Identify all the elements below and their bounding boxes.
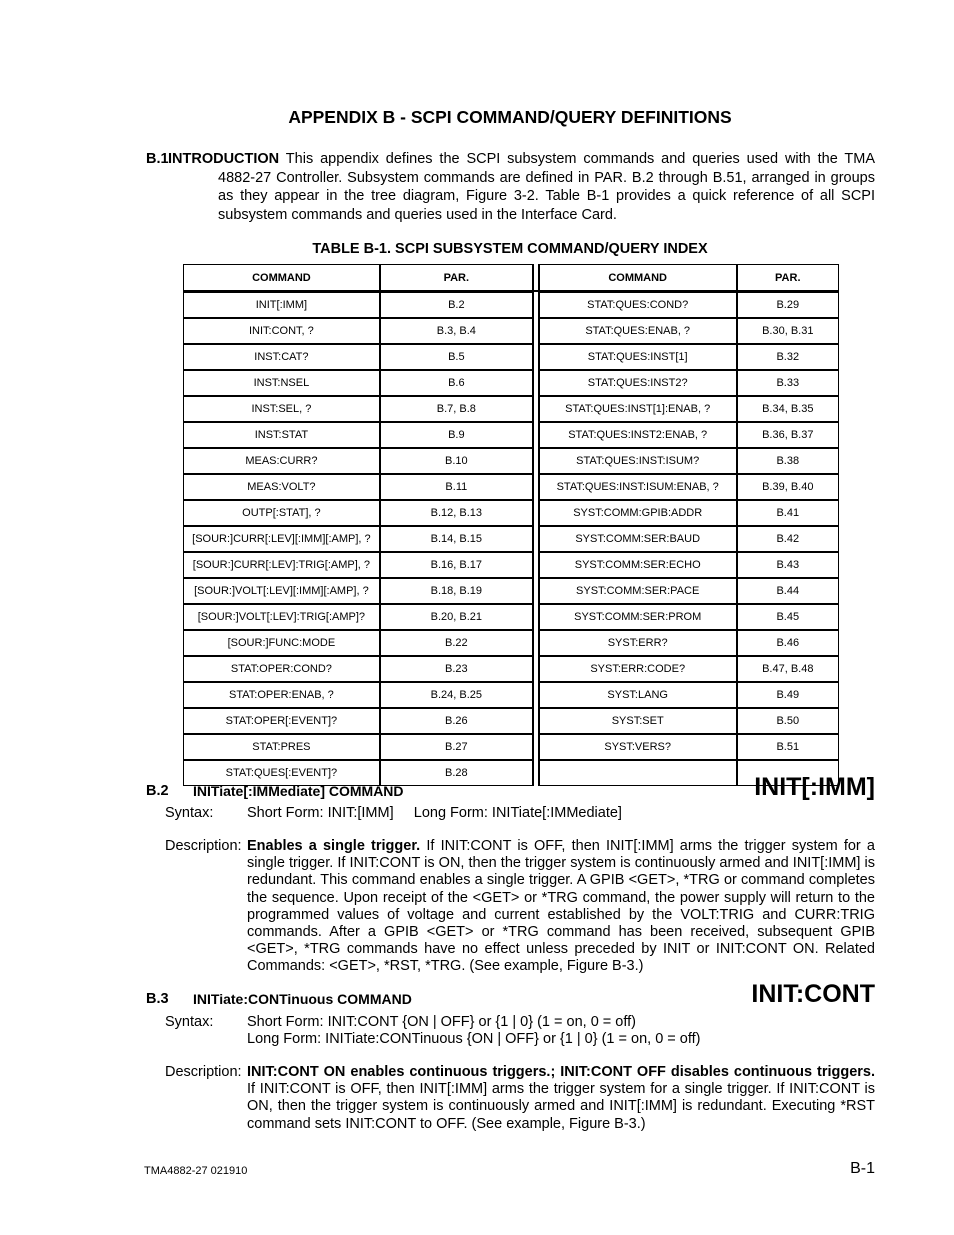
table-row [183, 552, 839, 578]
appendix-title: APPENDIX B - SCPI COMMAND/QUERY DEFINITIONS [288, 107, 732, 127]
table-row [183, 500, 839, 526]
intro-text: This appendix defines the SCPI subsystem commands and queries used with the TMA 4882-27 Controller. Subsystem commands are defined in PAR. B.2 through B.51, arranged in groups as they appear in the tree diagram, Figure 3-2. Table B-1 provides a quick reference of all SCPI subsystem commands and queries used in the Interface Card. [218, 151, 875, 223]
table-title: TABLE B-1. SCPI SUBSYSTEM COMMAND/QUERY INDEX [312, 241, 708, 257]
command-cell: INST:STAT [183, 422, 380, 448]
intro-section-number: B.1 [146, 151, 169, 167]
par-cell: B.27 [380, 734, 533, 760]
par-cell: B.6 [380, 370, 533, 396]
command-cell: INIT:CONT, ? [183, 318, 380, 344]
command-cell: STAT:QUES:INST[1]:ENAB, ? [539, 396, 737, 422]
par-cell: B.16, B.17 [380, 552, 533, 578]
b2-syntax: Short Form: INIT:[IMM] Long Form: INITiate[:IMMediate] [247, 805, 622, 821]
par-cell: B.34, B.35 [737, 396, 839, 422]
par-cell: B.47, B.48 [737, 656, 839, 682]
command-cell: STAT:QUES:INST:ISUM? [539, 448, 737, 474]
command-cell: STAT:OPER:COND? [183, 656, 380, 682]
par-cell: B.7, B.8 [380, 396, 533, 422]
command-index-table [183, 264, 839, 786]
table-row [183, 370, 839, 396]
par-cell: B.39, B.40 [737, 474, 839, 500]
command-cell: SYST:COMM:SER:PACE [539, 578, 737, 604]
command-cell: SYST:LANG [539, 682, 737, 708]
par-cell: B.51 [737, 734, 839, 760]
header-command-2: COMMAND [539, 264, 737, 292]
par-cell: B.3, B.4 [380, 318, 533, 344]
header-par-1: PAR. [380, 264, 533, 292]
par-cell: B.44 [737, 578, 839, 604]
command-cell: STAT:QUES:COND? [539, 292, 737, 318]
par-cell: B.23 [380, 656, 533, 682]
command-cell [539, 760, 737, 786]
table-row [183, 344, 839, 370]
table-row [183, 318, 839, 344]
command-cell: STAT:QUES:INST:ISUM:ENAB, ? [539, 474, 737, 500]
b3-description-label: Description: [165, 1064, 242, 1080]
par-cell: B.32 [737, 344, 839, 370]
par-cell: B.18, B.19 [380, 578, 533, 604]
par-cell: B.42 [737, 526, 839, 552]
command-cell: STAT:OPER:ENAB, ? [183, 682, 380, 708]
par-cell: B.46 [737, 630, 839, 656]
command-cell: INST:SEL, ? [183, 396, 380, 422]
par-cell: B.38 [737, 448, 839, 474]
command-cell: STAT:OPER[:EVENT]? [183, 708, 380, 734]
par-cell: B.26 [380, 708, 533, 734]
table-row [183, 526, 839, 552]
intro-paragraph [168, 150, 875, 224]
par-cell: B.11 [380, 474, 533, 500]
command-cell: INST:NSEL [183, 370, 380, 396]
par-cell: B.43 [737, 552, 839, 578]
table-row [183, 656, 839, 682]
command-cell: INIT[:IMM] [183, 292, 380, 318]
command-cell: STAT:QUES:INST[1] [539, 344, 737, 370]
command-cell: SYST:COMM:SER:PROM [539, 604, 737, 630]
b3-syntax-long: Long Form: INITiate:CONTinuous {ON | OFF} or {1 | 0} (1 = on, 0 = off) [247, 1031, 701, 1047]
b2-syntax-label: Syntax: [165, 805, 214, 821]
par-cell: B.14, B.15 [380, 526, 533, 552]
command-cell: STAT:PRES [183, 734, 380, 760]
table-row [183, 630, 839, 656]
command-cell: [SOUR:]FUNC:MODE [183, 630, 380, 656]
intro-heading: INTRODUCTION [168, 151, 280, 167]
par-cell: B.12, B.13 [380, 500, 533, 526]
table-row [183, 396, 839, 422]
b2-description [247, 838, 875, 976]
command-cell: SYST:COMM:SER:ECHO [539, 552, 737, 578]
command-cell: SYST:SET [539, 708, 737, 734]
b3-description [247, 1064, 875, 1133]
b3-description-bold: INIT:CONT ON enables continuous triggers.; INIT:CONT OFF disables continuous triggers. [247, 1064, 875, 1080]
par-cell: B.33 [737, 370, 839, 396]
par-cell: B.5 [380, 344, 533, 370]
command-cell: MEAS:CURR? [183, 448, 380, 474]
header-par-2: PAR. [737, 264, 839, 292]
command-cell: SYST:ERR:CODE? [539, 656, 737, 682]
b3-description-text: If INIT:CONT is OFF, then INIT[:IMM] arms the trigger system for a single trigger. If INIT:CONT is ON, then the trigger system is continuously armed and INIT[:IMM] is redundant. Executing *RST command sets INIT:CONT to OFF. (See example, Figure B-3.) [247, 1081, 875, 1132]
b2-description-label: Description: [165, 838, 242, 854]
header-command-1: COMMAND [183, 264, 380, 292]
table-row [183, 422, 839, 448]
b3-syntax-label: Syntax: [165, 1014, 214, 1030]
table-row [183, 734, 839, 760]
par-cell: B.2 [380, 292, 533, 318]
b2-big-label: INIT[:IMM] [754, 773, 875, 801]
par-cell: B.30, B.31 [737, 318, 839, 344]
par-cell: B.45 [737, 604, 839, 630]
command-cell: SYST:COMM:GPIB:ADDR [539, 500, 737, 526]
par-cell: B.49 [737, 682, 839, 708]
command-cell: [SOUR:]VOLT[:LEV][:IMM][:AMP], ? [183, 578, 380, 604]
b3-big-label: INIT:CONT [751, 980, 875, 1008]
command-cell: SYST:COMM:SER:BAUD [539, 526, 737, 552]
b3-heading: INITiate:CONTinuous COMMAND [193, 991, 412, 1007]
par-cell: B.9 [380, 422, 533, 448]
par-cell: B.50 [737, 708, 839, 734]
b3-section-number: B.3 [146, 991, 169, 1007]
command-cell: OUTP[:STAT], ? [183, 500, 380, 526]
par-cell: B.29 [737, 292, 839, 318]
par-cell: B.24, B.25 [380, 682, 533, 708]
command-cell: [SOUR:]CURR[:LEV][:IMM][:AMP], ? [183, 526, 380, 552]
command-cell: [SOUR:]CURR[:LEV]:TRIG[:AMP], ? [183, 552, 380, 578]
command-cell: STAT:QUES:INST2? [539, 370, 737, 396]
footer-doc-id: TMA4882-27 021910 [144, 1165, 248, 1177]
par-cell: B.28 [380, 760, 533, 786]
par-cell: B.36, B.37 [737, 422, 839, 448]
b2-description-bold: Enables a single trigger. [247, 838, 421, 854]
table-row [183, 682, 839, 708]
table-row [183, 448, 839, 474]
table-row [183, 474, 839, 500]
par-cell: B.41 [737, 500, 839, 526]
command-cell: SYST:VERS? [539, 734, 737, 760]
footer-page-number: B-1 [850, 1160, 875, 1177]
command-cell: STAT:QUES:INST2:ENAB, ? [539, 422, 737, 448]
par-cell: B.20, B.21 [380, 604, 533, 630]
par-cell: B.10 [380, 448, 533, 474]
par-cell: B.22 [380, 630, 533, 656]
command-cell: MEAS:VOLT? [183, 474, 380, 500]
b2-heading: INITiate[:IMMediate] COMMAND [193, 783, 404, 799]
table-header-row [183, 264, 839, 292]
table-row [183, 604, 839, 630]
b2-section-number: B.2 [146, 783, 169, 799]
command-cell: [SOUR:]VOLT[:LEV]:TRIG[:AMP]? [183, 604, 380, 630]
table-row [183, 578, 839, 604]
table-row [183, 708, 839, 734]
b3-syntax-short: Short Form: INIT:CONT {ON | OFF} or {1 | 0} (1 = on, 0 = off) [247, 1014, 636, 1030]
command-cell: STAT:QUES[:EVENT]? [183, 760, 380, 786]
b2-description-text: If INIT:CONT is OFF, then INIT[:IMM] arms the trigger system for a single trigger. If INIT:CONT is ON, then the trigger system is continuously armed and INIT[:IMM] is redundant. This command enables a single trigger. A GPIB <GET>, *TRG or command completes the sequence. Upon receipt of the <GET> or *TRG command, the power supply will return to the programmed values of voltage and current established by the VOLT:TRIG and CURR:TRIG commands. After a GPIB <GET> or *TRG command has been received, subsequent GPIB <GET>, *TRG commands have no effect unless preceded by INIT or INIT:CONT ON. Related Commands: <GET>, *RST, *TRG. (See example, Figure B-3.) [247, 838, 875, 975]
command-cell: STAT:QUES:ENAB, ? [539, 318, 737, 344]
command-cell: SYST:ERR? [539, 630, 737, 656]
command-cell: INST:CAT? [183, 344, 380, 370]
table-row [183, 292, 839, 318]
